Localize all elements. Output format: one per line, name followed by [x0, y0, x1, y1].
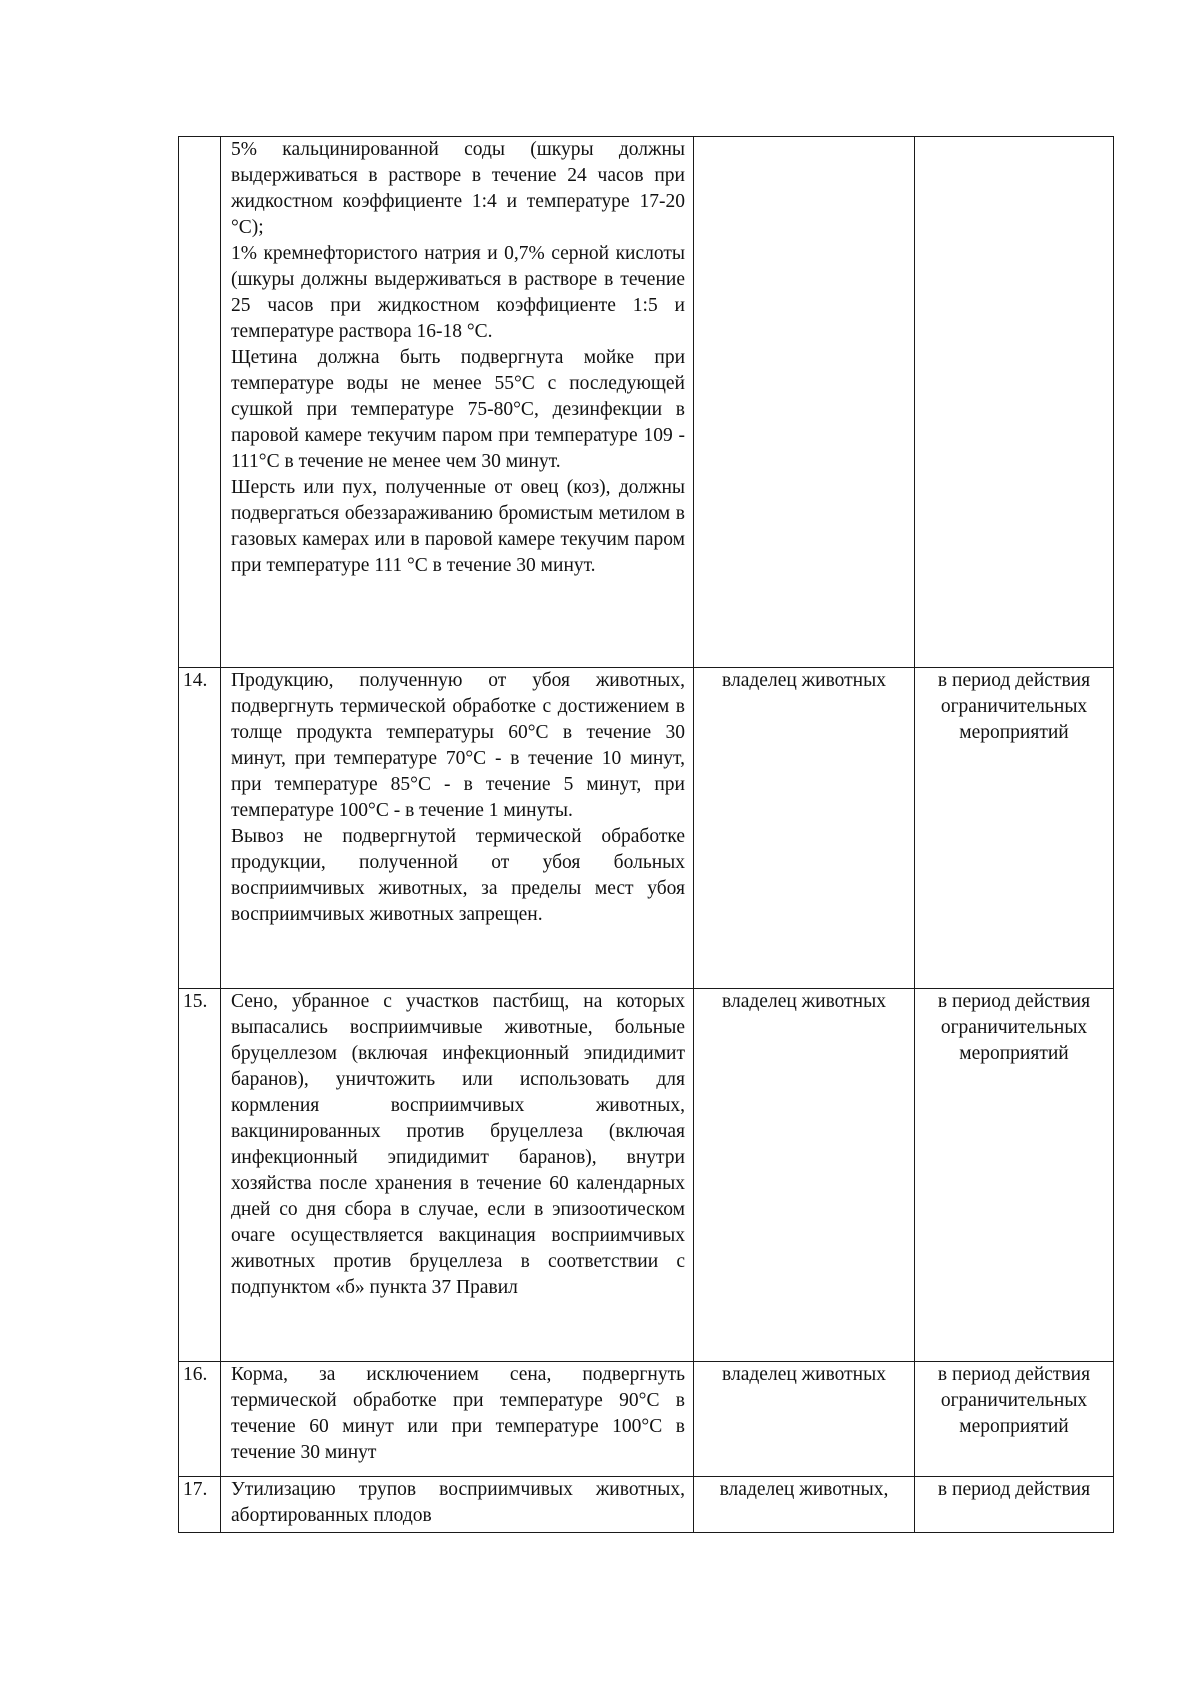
- term-cell: в период действия ограничительных мероприятий: [915, 1362, 1114, 1477]
- term-cell: в период действия: [915, 1477, 1114, 1533]
- measure-description: [221, 989, 694, 1362]
- responsible-cell: владелец животных: [694, 668, 915, 989]
- responsible-cell: владелец животных: [694, 989, 915, 1362]
- measure-paragraph: Шерсть или пух, полученные от овец (коз), должны подвергаться обеззараживанию бромистым метилом в газовых камерах или в паровой камере текучим паром при температуре 111 °С в течение 30 минут.: [231, 477, 685, 576]
- table-row: [179, 989, 1114, 1362]
- measure-paragraph: 5% кальцинированной соды (шкуры должны выдерживаться в растворе в течение 24 часов при жидкостном коэффициенте 1:4 и температуре 17-20 °С);: [231, 139, 685, 238]
- measure-paragraph: Утилизацию трупов восприимчивых животных, абортированных плодов: [231, 1479, 685, 1526]
- measure-paragraph: 1% кремнефтористого натрия и 0,7% серной кислоты (шкуры должны выдерживаться в растворе в течение 25 часов при жидкостном коэффициенте 1:5 и температуре раствора 16-18 °С.: [231, 243, 685, 342]
- table-row: [179, 1477, 1114, 1533]
- term-cell: в период действия ограничительных мероприятий: [915, 989, 1114, 1362]
- measure-description: [221, 137, 694, 668]
- term-cell: [915, 137, 1114, 668]
- table-row: [179, 668, 1114, 989]
- measure-description: [221, 1362, 694, 1477]
- responsible-cell: [694, 137, 915, 668]
- table-row: [179, 137, 1114, 668]
- row-number: [179, 137, 221, 668]
- measure-description: [221, 668, 694, 989]
- measure-description: [221, 1477, 694, 1533]
- measure-paragraph: Сено, убранное с участков пастбищ, на которых выпасались восприимчивые животные, больные бруцеллезом (включая инфекционный эпидидимит баранов), уничтожить или использовать для кормления восприимчивых животных, вакцинированных против бруцеллеза (включая инфекционный эпидидимит баранов), внутри хозяйства после хранения в течение 60 календарных дней со дня сбора в случае, если в эпизоотическом очаге осуществляется вакцинация восприимчивых животных против бруцеллеза в соответствии с подпунктом «б» пункта 37 Правил: [231, 991, 685, 1298]
- table-row: [179, 1362, 1114, 1477]
- measure-paragraph: Корма, за исключением сена, подвергнуть термической обработке при температуре 90°С в течение 60 минут или при температуре 100°С в течение 30 минут: [231, 1364, 685, 1463]
- measure-paragraph: Продукцию, полученную от убоя животных, подвергнуть термической обработке с достижением в толще продукта температуры 60°С в течение 30 минут, при температуре 70°С - в течение 10 минут, при температуре 85°С - в течение 5 минут, при температуре 100°С - в течение 1 минуты.: [231, 670, 685, 821]
- row-number: 14.: [179, 668, 221, 989]
- row-number: 17.: [179, 1477, 221, 1533]
- measure-paragraph: Вывоз не подвергнутой термической обработке продукции, полученной от убоя больных восприимчивых животных, за пределы мест убоя восприимчивых животных запрещен.: [231, 826, 685, 925]
- row-number: 16.: [179, 1362, 221, 1477]
- row-number: 15.: [179, 989, 221, 1362]
- measure-paragraph: Щетина должна быть подвергнута мойке при температуре воды не менее 55°С с последующей сушкой при температуре 75-80°С, дезинфекции в паровой камере текучим паром при температуре 109 - 111°С в течение не менее чем 30 минут.: [231, 347, 685, 472]
- measures-table: [178, 136, 1114, 1533]
- term-cell: в период действия ограничительных мероприятий: [915, 668, 1114, 989]
- responsible-cell: владелец животных: [694, 1362, 915, 1477]
- responsible-cell: владелец животных,: [694, 1477, 915, 1533]
